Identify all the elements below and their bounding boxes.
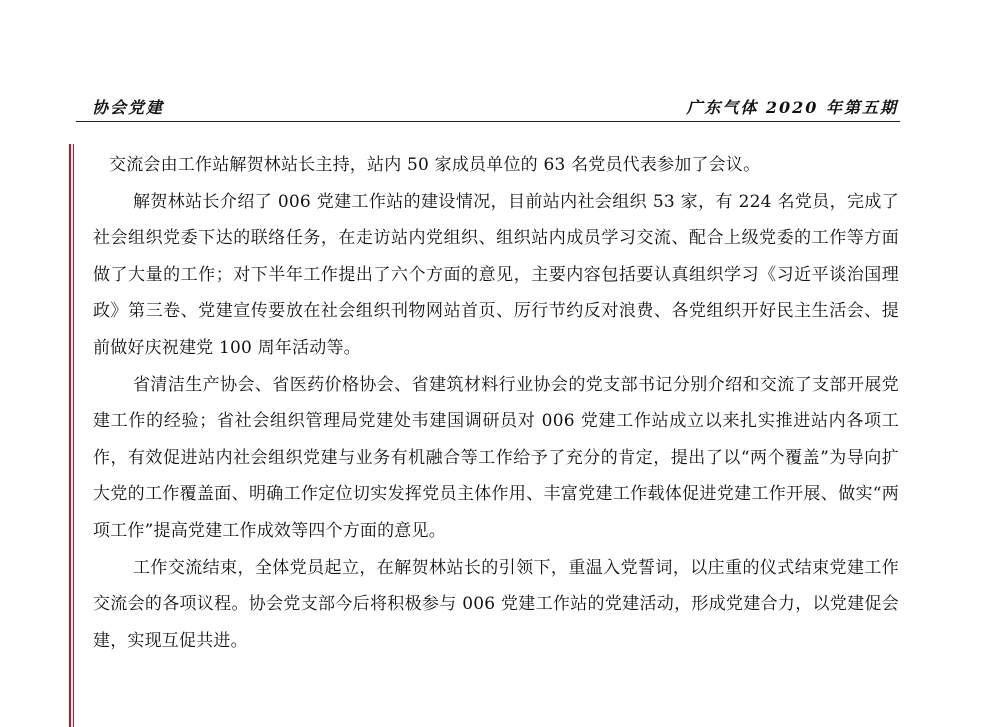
margin-bar-thin [73,144,74,727]
paragraph: 省清洁生产协会、省医药价格协会、省建筑材料行业协会的党支部书记分别介绍和交流了支部开展党建工作的经验；省社会组织管理局党建处韦建国调研员对 006 党建工作站成立以来扎实推进站内各项工作，有效促进站内社会组织党建与业务有机融合等工作给予了充分的肯定，提出了以“两个覆盖”为导向扩大党的工作覆盖面、明确工作定位切实发挥党员主体作用、丰富党建工作载体促进党建工作开展、做实“两项工作”提高党建工作成效等四个方面的意见。 [93,374,899,541]
paragraph: 交流会由工作站解贺林站长主持，站内 50 家成员单位的 63 名党员代表参加了会议。 [109,155,761,175]
article-body [93,147,899,659]
margin-bar [69,144,71,727]
paragraph: 工作交流结束，全体党员起立，在解贺林站长的引领下，重温入党誓词，以庄重的仪式结束党建工作交流会的各项议程。协会党支部今后将积极参与 006 党建工作站的党建活动，形成党建合力，以党建促会建，实现互促共进。 [93,557,899,651]
header-divider [76,121,900,122]
paragraph: 解贺林站长介绍了 006 党建工作站的建设情况，目前站内社会组织 53 家，有 224 名党员，完成了社会组织党委下达的联络任务，在走访站内党组织、组织站内成员学习交流、配合上级党委的工作等方面做了大量的工作；对下半年工作提出了六个方面的意见，主要内容包括要认真组织学习《习近平谈治国理政》第三卷、党建宣传要放在社会组织刊物网站首页、厉行节约反对浪费、各党组织开好民主生活会、提前做好庆祝建党 100 周年活动等。 [93,191,899,358]
section-title: 协会党建 [92,98,165,117]
publication-issue: 广东气体 2020 年第五期 [686,98,898,117]
running-header [92,91,898,121]
